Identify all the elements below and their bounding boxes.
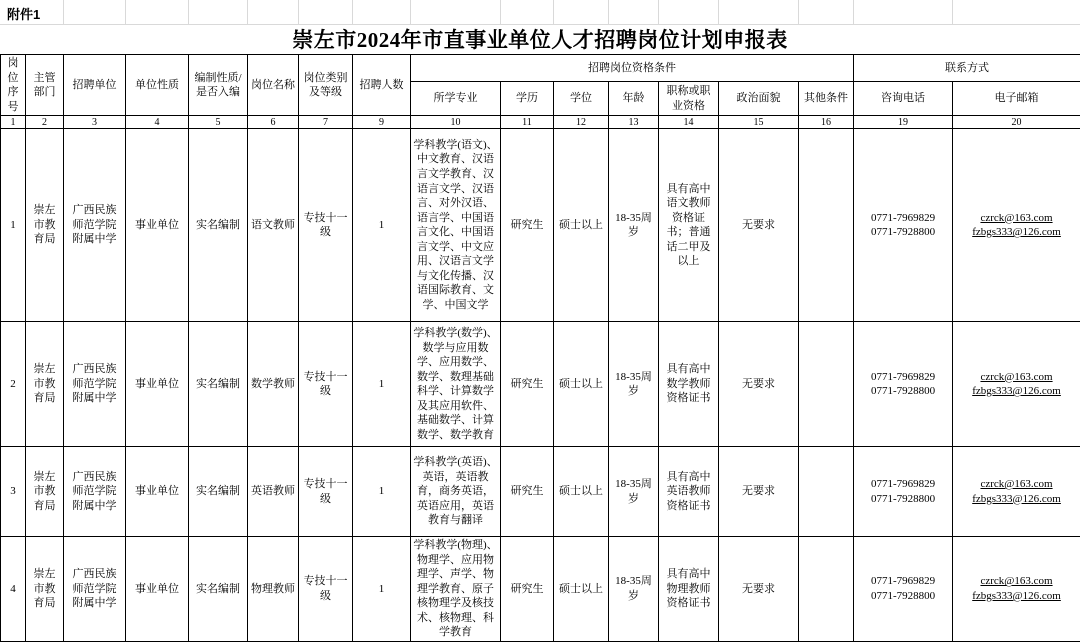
col-number: 20 [953, 116, 1080, 129]
excel-gridline [952, 0, 953, 24]
excel-gridline [553, 0, 554, 24]
excel-gridline [247, 0, 248, 24]
top-strip [0, 0, 1080, 25]
col-header-degree: 学位 [554, 82, 609, 116]
excel-gridline [63, 0, 64, 24]
excel-gridline [500, 0, 501, 24]
col-header-headcount: 招聘人数 [353, 55, 411, 116]
excel-gridline [298, 0, 299, 24]
cell-establishment: 实名编制 [189, 129, 248, 322]
phone-number: 0771-7928800 [856, 225, 950, 240]
email-link[interactable]: czrck@163.com [955, 211, 1078, 226]
excel-gridline [125, 0, 126, 24]
excel-gridline [658, 0, 659, 24]
cell-unit-type: 事业单位 [126, 447, 189, 537]
cell-seq: 3 [1, 447, 26, 537]
cell-political: 无要求 [719, 447, 799, 537]
cell-headcount: 1 [353, 129, 411, 322]
cell-age: 18-35周岁 [609, 537, 659, 642]
col-number: 16 [799, 116, 854, 129]
col-header-phone: 咨询电话 [854, 82, 953, 116]
table-row [1, 322, 1080, 447]
cell-dept: 崇左市教育局 [26, 129, 64, 322]
excel-gridline [798, 0, 799, 24]
cell-establishment: 实名编制 [189, 447, 248, 537]
col-group-qualifications: 招聘岗位资格条件 [411, 55, 854, 82]
col-header-post-name: 岗位名称 [248, 55, 299, 116]
cell-other [799, 129, 854, 322]
cell-dept: 崇左市教育局 [26, 322, 64, 447]
cell-phone [854, 447, 953, 537]
cell-age: 18-35周岁 [609, 129, 659, 322]
cell-degree: 硕士以上 [554, 447, 609, 537]
cell-qualification: 具有高中物理教师资格证书 [659, 537, 719, 642]
excel-gridline [410, 0, 411, 24]
page-title: 崇左市2024年市直事业单位人才招聘岗位计划申报表 [0, 25, 1080, 54]
cell-political: 无要求 [719, 129, 799, 322]
cell-unit: 广西民族师范学院附属中学 [64, 537, 126, 642]
phone-number: 0771-7928800 [856, 492, 950, 507]
cell-other [799, 537, 854, 642]
attachment-label: 附件1 [7, 4, 40, 23]
phone-number: 0771-7928800 [856, 384, 950, 399]
cell-phone [854, 129, 953, 322]
col-header-unit-type: 单位性质 [126, 55, 189, 116]
cell-unit-type: 事业单位 [126, 129, 189, 322]
col-header-age: 年龄 [609, 82, 659, 116]
col-header-post-level: 岗位类别及等级 [299, 55, 353, 116]
col-number: 4 [126, 116, 189, 129]
excel-gridline [608, 0, 609, 24]
cell-unit: 广西民族师范学院附属中学 [64, 447, 126, 537]
cell-post-name: 英语教师 [248, 447, 299, 537]
cell-dept: 崇左市教育局 [26, 537, 64, 642]
cell-unit-type: 事业单位 [126, 537, 189, 642]
cell-post-level: 专技十一级 [299, 537, 353, 642]
col-number: 13 [609, 116, 659, 129]
table-row [1, 537, 1080, 642]
cell-degree: 硕士以上 [554, 322, 609, 447]
col-header-education: 学历 [501, 82, 554, 116]
excel-gridline [718, 0, 719, 24]
col-number: 6 [248, 116, 299, 129]
excel-gridline [188, 0, 189, 24]
cell-age: 18-35周岁 [609, 447, 659, 537]
col-header-unit: 招聘单位 [64, 55, 126, 116]
table-row [1, 447, 1080, 537]
cell-education: 研究生 [501, 129, 554, 322]
cell-education: 研究生 [501, 447, 554, 537]
email-link[interactable]: czrck@163.com [955, 370, 1078, 385]
col-number: 9 [353, 116, 411, 129]
col-number: 12 [554, 116, 609, 129]
cell-political: 无要求 [719, 537, 799, 642]
cell-headcount: 1 [353, 537, 411, 642]
email-link[interactable]: czrck@163.com [955, 574, 1078, 589]
cell-majors: 学科教学(数学)、数学与应用数学、应用数学、数学、数理基础科学、计算数学及其应用软件、基础数学、计算数学、数学教育 [411, 322, 501, 447]
col-header-dept: 主管部门 [26, 55, 64, 116]
col-header-majors: 所学专业 [411, 82, 501, 116]
excel-gridline [853, 0, 854, 24]
cell-other [799, 322, 854, 447]
cell-majors: 学科教学(语文)、中文教育、汉语言文学教育、汉语言文学、汉语言、对外汉语、语言学、中国语言文化、中国语言文学、中文应用、汉语言文学与文化传播、汉语国际教育、文学、中国文学 [411, 129, 501, 322]
cell-post-level: 专技十一级 [299, 447, 353, 537]
cell-education: 研究生 [501, 537, 554, 642]
cell-seq: 4 [1, 537, 26, 642]
cell-unit: 广西民族师范学院附属中学 [64, 129, 126, 322]
cell-phone [854, 322, 953, 447]
email-link[interactable]: fzbgs333@126.com [955, 589, 1078, 604]
cell-unit: 广西民族师范学院附属中学 [64, 322, 126, 447]
cell-qualification: 具有高中英语教师资格证书 [659, 447, 719, 537]
col-number: 2 [26, 116, 64, 129]
cell-majors: 学科教学(英语)、英语，英语教育，商务英语，英语应用，英语教育与翻译 [411, 447, 501, 537]
col-number: 11 [501, 116, 554, 129]
cell-email [953, 129, 1080, 322]
cell-other [799, 447, 854, 537]
col-number: 7 [299, 116, 353, 129]
phone-number: 0771-7969829 [856, 370, 950, 385]
cell-seq: 2 [1, 322, 26, 447]
col-number: 10 [411, 116, 501, 129]
cell-post-level: 专技十一级 [299, 322, 353, 447]
cell-degree: 硕士以上 [554, 537, 609, 642]
cell-phone [854, 537, 953, 642]
cell-political: 无要求 [719, 322, 799, 447]
col-number: 14 [659, 116, 719, 129]
col-number: 1 [1, 116, 26, 129]
excel-gridline [352, 0, 353, 24]
cell-qualification: 具有高中数学教师资格证书 [659, 322, 719, 447]
cell-headcount: 1 [353, 322, 411, 447]
cell-establishment: 实名编制 [189, 322, 248, 447]
phone-number: 0771-7969829 [856, 477, 950, 492]
col-number: 3 [64, 116, 126, 129]
cell-age: 18-35周岁 [609, 322, 659, 447]
cell-headcount: 1 [353, 447, 411, 537]
cell-seq: 1 [1, 129, 26, 322]
col-header-email: 电子邮箱 [953, 82, 1080, 116]
cell-majors: 学科教学(物理)、物理学、应用物理学、声学、物理学教育、原子核物理学及核技术、核物理、科学教育 [411, 537, 501, 642]
phone-number: 0771-7969829 [856, 211, 950, 226]
col-header-political: 政治面貌 [719, 82, 799, 116]
col-number: 5 [189, 116, 248, 129]
cell-post-name: 语文教师 [248, 129, 299, 322]
col-header-other: 其他条件 [799, 82, 854, 116]
phone-number: 0771-7969829 [856, 574, 950, 589]
email-link[interactable]: czrck@163.com [955, 477, 1078, 492]
table-row [1, 129, 1080, 322]
col-number: 19 [854, 116, 953, 129]
cell-education: 研究生 [501, 322, 554, 447]
cell-email [953, 537, 1080, 642]
col-group-contact: 联系方式 [854, 55, 1080, 82]
recruitment-table [0, 54, 1080, 642]
cell-post-name: 物理教师 [248, 537, 299, 642]
email-link[interactable]: fzbgs333@126.com [955, 384, 1078, 399]
col-header-seq: 岗位序号 [1, 55, 26, 116]
col-header-establishment: 编制性质/是否入编 [189, 55, 248, 116]
cell-post-name: 数学教师 [248, 322, 299, 447]
cell-qualification: 具有高中语文教师资格证书；普通话二甲及以上 [659, 129, 719, 322]
cell-unit-type: 事业单位 [126, 322, 189, 447]
phone-number: 0771-7928800 [856, 589, 950, 604]
cell-establishment: 实名编制 [189, 537, 248, 642]
col-header-qualification: 职称或职业资格 [659, 82, 719, 116]
cell-post-level: 专技十一级 [299, 129, 353, 322]
cell-email [953, 447, 1080, 537]
col-number: 15 [719, 116, 799, 129]
email-link[interactable]: fzbgs333@126.com [955, 492, 1078, 507]
email-link[interactable]: fzbgs333@126.com [955, 225, 1078, 240]
cell-dept: 崇左市教育局 [26, 447, 64, 537]
cell-email [953, 322, 1080, 447]
cell-degree: 硕士以上 [554, 129, 609, 322]
